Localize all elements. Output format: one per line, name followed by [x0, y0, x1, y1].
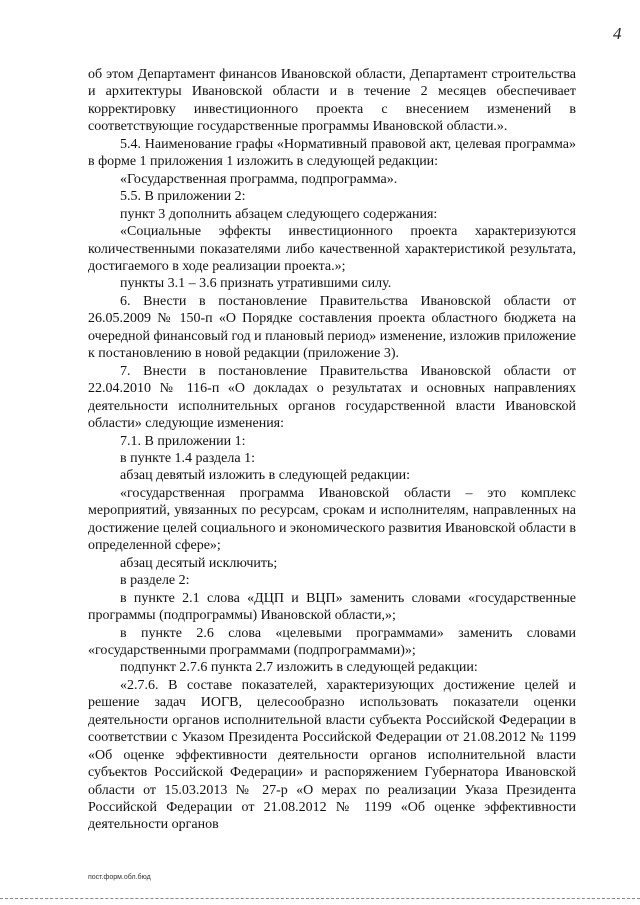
paragraph: абзац девятый изложить в следующей редакции:: [120, 468, 411, 484]
paragraph: «Социальные эффекты инвестиционного проекта характеризуются количественными показателями либо качественной характеристикой результата, достигаемого в ходе реализации проекта.»;: [88, 224, 576, 274]
paragraph: 7.1. В приложении 1:: [120, 433, 246, 449]
document-body: [88, 66, 576, 834]
paragraph: 7. Внести в постановление Правительства Ивановской области от 22.04.2010 № 116-п «О докладах о результатах и основных направлениях деятельности исполнительных органов государственной власти Ивановской области» следующие изменения:: [88, 363, 576, 432]
paragraph: пункт 3 дополнить абзацем следующего содержания:: [120, 206, 438, 222]
paragraph: «Государственная программа, подпрограмма».: [120, 171, 398, 187]
footer-file-code: пост.форм.обл.бюд: [88, 874, 151, 881]
paragraph: 6. Внести в постановление Правительства Ивановской области от 26.05.2009 № 150-п «О Порядке составления проекта областного бюджета на очередной финансовый год и плановый период» изменение, изложив приложение к постановлению в новой редакции (приложение 3).: [88, 293, 576, 362]
paragraph: об этом Департамент финансов Ивановской области, Департамент строительства и архитектуры Ивановской области и в течение 2 месяцев обеспечивает корректировку инвестиционного проекта с внесением изменений в соответствующие государственные программы Ивановской области.».: [88, 67, 576, 135]
paragraph: «государственная программа Ивановской области – это комплекс мероприятий, увязанных по ресурсам, срокам и исполнителям, направленных на достижение целей социального и экономического развития Ивановской области в определенной сфере»;: [88, 485, 576, 554]
paragraph: 5.4. Наименование графы «Нормативный правовой акт, целевая программа» в форме 1 приложения 1 изложить в следующей редакции:: [88, 136, 576, 170]
paragraph: в пункте 2.1 слова «ДЦП и ВЦП» заменить словами «государственные программы (подпрограммы) Ивановской области,»;: [88, 590, 576, 624]
paragraph: подпункт 2.7.6 пункта 2.7 изложить в следующей редакции:: [120, 660, 478, 676]
page-number: 4: [613, 24, 622, 43]
paragraph: «2.7.6. В составе показателей, характеризующих достижение целей и решение задач ИОГВ, целесообразно использовать показатели оценки деятельности органов исполнительной власти субъекта Российской Федерации в соответствии с Указом Президента Российской Федерации от 21.08.2012 № 1199 «Об оценке эффективности деятельности органов исполнительной власти субъектов Российской Федерации» и распоряжением Губернатора Ивановской области от 15.03.2013 № 27-р «О мерах по реализации Указа Президента Российской Федерации от 21.08.2012 № 1199 «Об оценке эффективности деятельности органов: [88, 677, 576, 833]
paragraph: в разделе 2:: [120, 573, 190, 589]
paragraph: 5.5. В приложении 2:: [120, 189, 246, 205]
scan-edge-line: [0, 898, 640, 903]
paragraph: в пункте 1.4 раздела 1:: [120, 450, 255, 466]
paragraph: абзац десятый исключить;: [120, 555, 278, 571]
paragraph: пункты 3.1 – 3.6 признать утратившими силу.: [120, 276, 392, 292]
paragraph: в пункте 2.6 слова «целевыми программами» заменить словами «государственными программами (подпрограммами)»;: [88, 625, 576, 658]
